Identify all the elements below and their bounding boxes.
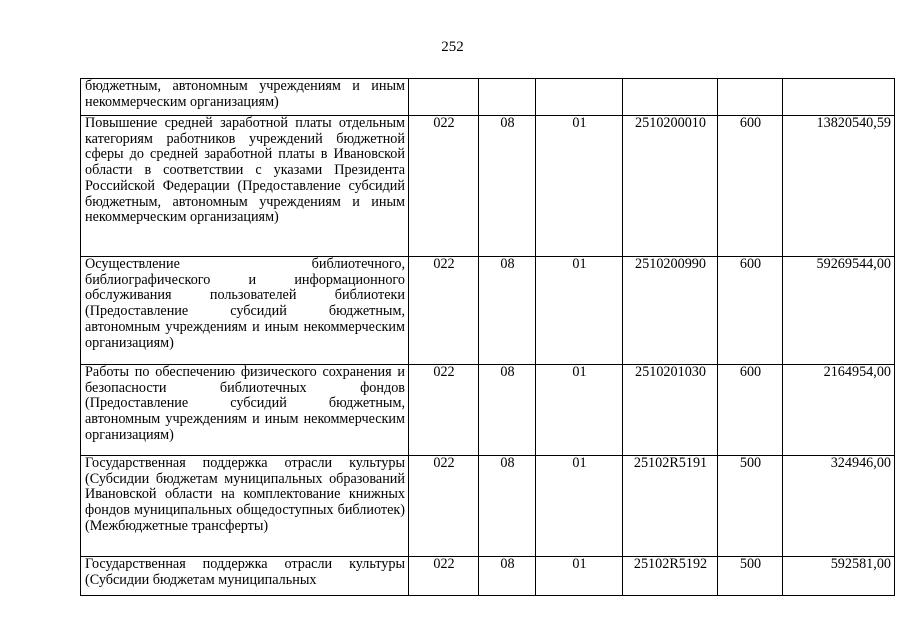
ministry-code-cell — [409, 79, 479, 116]
subsection-code-cell: 01 — [536, 116, 623, 257]
subsection-code-cell: 01 — [536, 257, 623, 365]
ministry-code-cell: 022 — [409, 456, 479, 557]
amount-cell — [783, 79, 895, 116]
expense-type-cell — [718, 79, 783, 116]
amount-cell: 592581,00 — [783, 557, 895, 596]
table-row — [81, 557, 895, 596]
description-cell: Работы по обеспечению физического сохранения и безопасности библиотечных фондов (Предоставление субсидий бюджетным, автономным учреждениям и иным некоммерческим организациям) — [81, 365, 409, 456]
expense-type-cell: 600 — [718, 257, 783, 365]
ministry-code-cell: 022 — [409, 365, 479, 456]
section-code-cell: 08 — [479, 557, 536, 596]
amount-cell: 59269544,00 — [783, 257, 895, 365]
amount-cell: 2164954,00 — [783, 365, 895, 456]
amount-cell: 324946,00 — [783, 456, 895, 557]
description-cell: Государственная поддержка отрасли культуры (Субсидии бюджетам муниципальных — [81, 557, 409, 596]
table-row — [81, 116, 895, 257]
expense-type-cell: 500 — [718, 456, 783, 557]
subsection-code-cell — [536, 79, 623, 116]
table-row — [81, 79, 895, 116]
description-cell: Повышение средней заработной платы отдельным категориям работников учреждений бюджетной сферы до средней заработной платы в Ивановской области в соответствии с указами Президента Российской Федерации (Предоставление субсидий бюджетным, автономным учреждениям и иным некоммерческим организациям) — [81, 116, 409, 257]
table-row — [81, 456, 895, 557]
ministry-code-cell: 022 — [409, 557, 479, 596]
subsection-code-cell: 01 — [536, 365, 623, 456]
expense-type-cell: 500 — [718, 557, 783, 596]
section-code-cell: 08 — [479, 365, 536, 456]
target-article-cell — [623, 79, 718, 116]
target-article-cell: 2510201030 — [623, 365, 718, 456]
section-code-cell: 08 — [479, 257, 536, 365]
amount-cell: 13820540,59 — [783, 116, 895, 257]
ministry-code-cell: 022 — [409, 116, 479, 257]
section-code-cell: 08 — [479, 116, 536, 257]
description-cell: Государственная поддержка отрасли культуры (Субсидии бюджетам муниципальных образований Ивановской области на комплектование книжных фондов муниципальных общедоступных библиотек) (Межбюджетные трансферты) — [81, 456, 409, 557]
subsection-code-cell: 01 — [536, 557, 623, 596]
subsection-code-cell: 01 — [536, 456, 623, 557]
target-article-cell: 25102R5191 — [623, 456, 718, 557]
section-code-cell: 08 — [479, 456, 536, 557]
expense-type-cell: 600 — [718, 365, 783, 456]
description-cell: Осуществление библиотечного, библиографического и информационного обслуживания пользователей библиотеки (Предоставление субсидий бюджетным, автономным учреждениям и иным некоммерческим организациям) — [81, 257, 409, 365]
table-row — [81, 365, 895, 456]
target-article-cell: 25102R5192 — [623, 557, 718, 596]
section-code-cell — [479, 79, 536, 116]
table-row — [81, 257, 895, 365]
ministry-code-cell: 022 — [409, 257, 479, 365]
budget-table — [80, 78, 895, 596]
target-article-cell: 2510200990 — [623, 257, 718, 365]
description-cell: бюджетным, автономным учреждениям и иным некоммерческим организациям) — [81, 79, 409, 116]
expense-type-cell: 600 — [718, 116, 783, 257]
page-number: 252 — [441, 39, 464, 55]
target-article-cell: 2510200010 — [623, 116, 718, 257]
